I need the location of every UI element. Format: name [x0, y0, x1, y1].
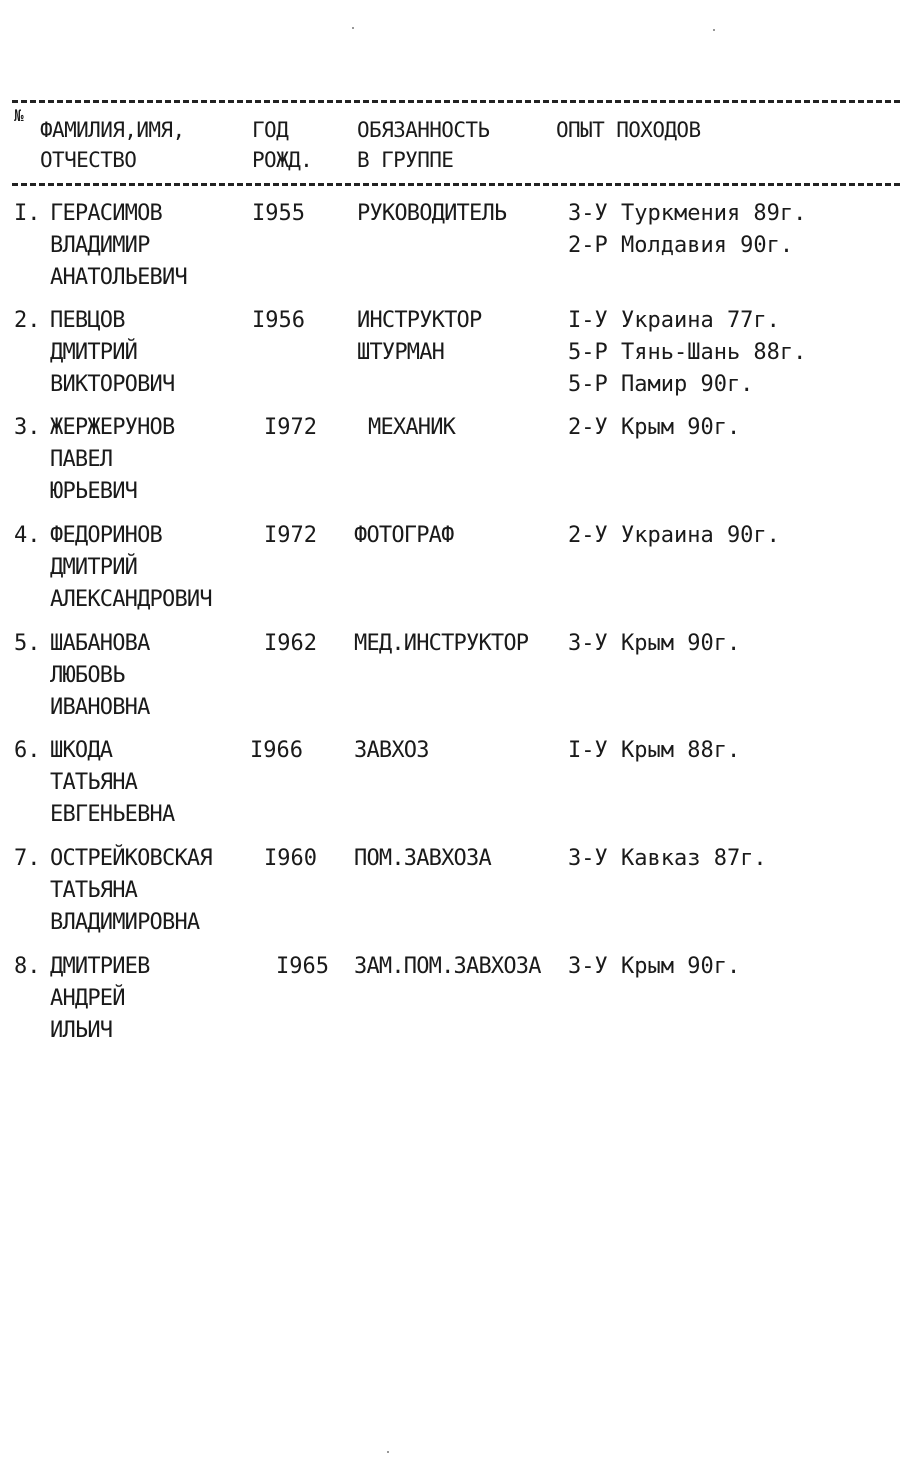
scan-speck: [352, 27, 354, 29]
member-number: 6.: [14, 738, 41, 763]
scan-speck: [387, 1451, 389, 1453]
member-name-line: ИЛЬИЧ: [50, 1018, 113, 1043]
member-name-line: ИВАНОВНА: [50, 695, 150, 720]
member-number: 8.: [14, 954, 41, 979]
member-birth-year: I956: [252, 308, 305, 333]
member-name-line: ДМИТРИЙ: [50, 555, 138, 580]
member-experience: [568, 305, 806, 401]
member-name-line: АЛЕКСАНДРОВИЧ: [50, 587, 212, 612]
experience-entry: 5-Р Тянь-Шань 88г.: [568, 340, 807, 365]
scan-speck: [713, 29, 715, 31]
member-name-line: ВЛАДИМИРОВНА: [50, 910, 200, 935]
member-number: 3.: [14, 415, 41, 440]
member-number: 2.: [14, 308, 41, 333]
member-name-line: ТАТЬЯНА: [50, 770, 138, 795]
header-year-line2: РОЖД.: [252, 148, 313, 172]
member-duty: РУКОВОДИТЕЛЬ: [357, 201, 507, 226]
member-name-line: АНДРЕЙ: [50, 986, 125, 1011]
header-top-rule: [12, 100, 900, 103]
member-full-name: [50, 843, 240, 939]
experience-entry: 5-Р Памир 90г.: [568, 372, 754, 397]
member-name-line: ЕВГЕНЬЕВНА: [50, 802, 175, 827]
member-name-line: АНАТОЛЬЕВИЧ: [50, 265, 187, 290]
member-duty: ФОТОГРАФ: [354, 523, 454, 548]
member-duty: ЗАВХОЗ: [354, 738, 429, 763]
experience-entry: I-У Украина 77г.: [568, 308, 780, 333]
experience-entry: 3-У Крым 90г.: [568, 954, 741, 979]
member-duty: МЕД.ИНСТРУКТОР: [354, 631, 529, 656]
header-experience: ОПЫТ ПОХОДОВ: [556, 118, 701, 142]
member-name-line: ПЕВЦОВ: [50, 308, 125, 333]
member-experience: [568, 198, 806, 262]
member-duty: ЗАМ.ПОМ.ЗАВХОЗА: [354, 954, 541, 979]
member-duty: ПОМ.ЗАВХОЗА: [354, 846, 491, 871]
member-name-line: ФЕДОРИНОВ: [50, 523, 163, 548]
member-birth-year: I955: [252, 201, 305, 226]
member-name-line: ШКОДА: [50, 738, 113, 763]
header-year-line1: ГОД: [252, 118, 289, 142]
member-full-name: [50, 735, 240, 831]
member-row: [0, 412, 900, 519]
member-name-line: ПАВЕЛ: [50, 447, 113, 472]
member-experience: [568, 843, 767, 875]
experience-entry: 3-У Кавказ 87г.: [568, 846, 767, 871]
header-fio-line1: ФАМИЛИЯ,ИМЯ,: [40, 118, 185, 142]
member-full-name: [50, 412, 240, 508]
member-name-line: ЖЕРЖЕРУНОВ: [50, 415, 175, 440]
experience-entry: 2-Р Молдавия 90г.: [568, 233, 794, 258]
member-full-name: [50, 628, 240, 724]
member-duty: МЕХАНИК: [368, 415, 456, 440]
member-birth-year: I962: [264, 631, 317, 656]
member-name-line: ШАБАНОВА: [50, 631, 150, 656]
member-row: [0, 843, 900, 950]
member-experience: [568, 628, 740, 660]
header-duty-line2: В ГРУППЕ: [357, 148, 454, 172]
member-name-line: ГЕРАСИМОВ: [50, 201, 163, 226]
member-name-line: ЮРЬЕВИЧ: [50, 479, 138, 504]
member-full-name: [50, 305, 240, 401]
member-row: [0, 951, 900, 1058]
member-number: 7.: [14, 846, 41, 871]
member-number: 4.: [14, 523, 41, 548]
member-name-line: ОСТРЕЙКОВСКАЯ: [50, 846, 212, 871]
member-birth-year: I960: [264, 846, 317, 871]
member-name-line: ДМИТРИЙ: [50, 340, 138, 365]
member-experience: [568, 520, 780, 552]
member-duty-secondary: ШТУРМАН: [357, 340, 445, 365]
member-birth-year: I965: [276, 954, 329, 979]
member-experience: [568, 951, 740, 983]
member-full-name: [50, 198, 240, 294]
member-full-name: [50, 520, 240, 616]
member-row: [0, 520, 900, 627]
experience-entry: 3-У Крым 90г.: [568, 631, 741, 656]
member-name-line: ВИКТОРОВИЧ: [50, 372, 175, 397]
experience-entry: 3-У Туркмения 89г.: [568, 201, 807, 226]
member-row: [0, 198, 900, 305]
experience-entry: I-У Крым 88г.: [568, 738, 741, 763]
member-row: [0, 628, 900, 735]
member-birth-year: I972: [264, 523, 317, 548]
experience-entry: 2-У Крым 90г.: [568, 415, 741, 440]
member-row: [0, 735, 900, 842]
member-number: I.: [14, 201, 41, 226]
member-row: [0, 305, 900, 412]
header-number: №: [14, 106, 24, 125]
member-full-name: [50, 951, 240, 1047]
member-duty: ИНСТРУКТОР: [357, 308, 482, 333]
member-name-line: ДМИТРИЕВ: [50, 954, 150, 979]
member-number: 5.: [14, 631, 41, 656]
member-name-line: ТАТЬЯНА: [50, 878, 138, 903]
header-fio-line2: ОТЧЕСТВО: [40, 148, 137, 172]
experience-entry: 2-У Украина 90г.: [568, 523, 780, 548]
member-name-line: ЛЮБОВЬ: [50, 663, 125, 688]
header-bottom-rule: [12, 183, 900, 186]
member-birth-year: I972: [264, 415, 317, 440]
member-birth-year: I966: [250, 738, 303, 763]
member-experience: [568, 412, 740, 444]
header-duty-line1: ОБЯЗАННОСТЬ: [357, 118, 490, 142]
member-name-line: ВЛАДИМИР: [50, 233, 150, 258]
member-experience: [568, 735, 740, 767]
